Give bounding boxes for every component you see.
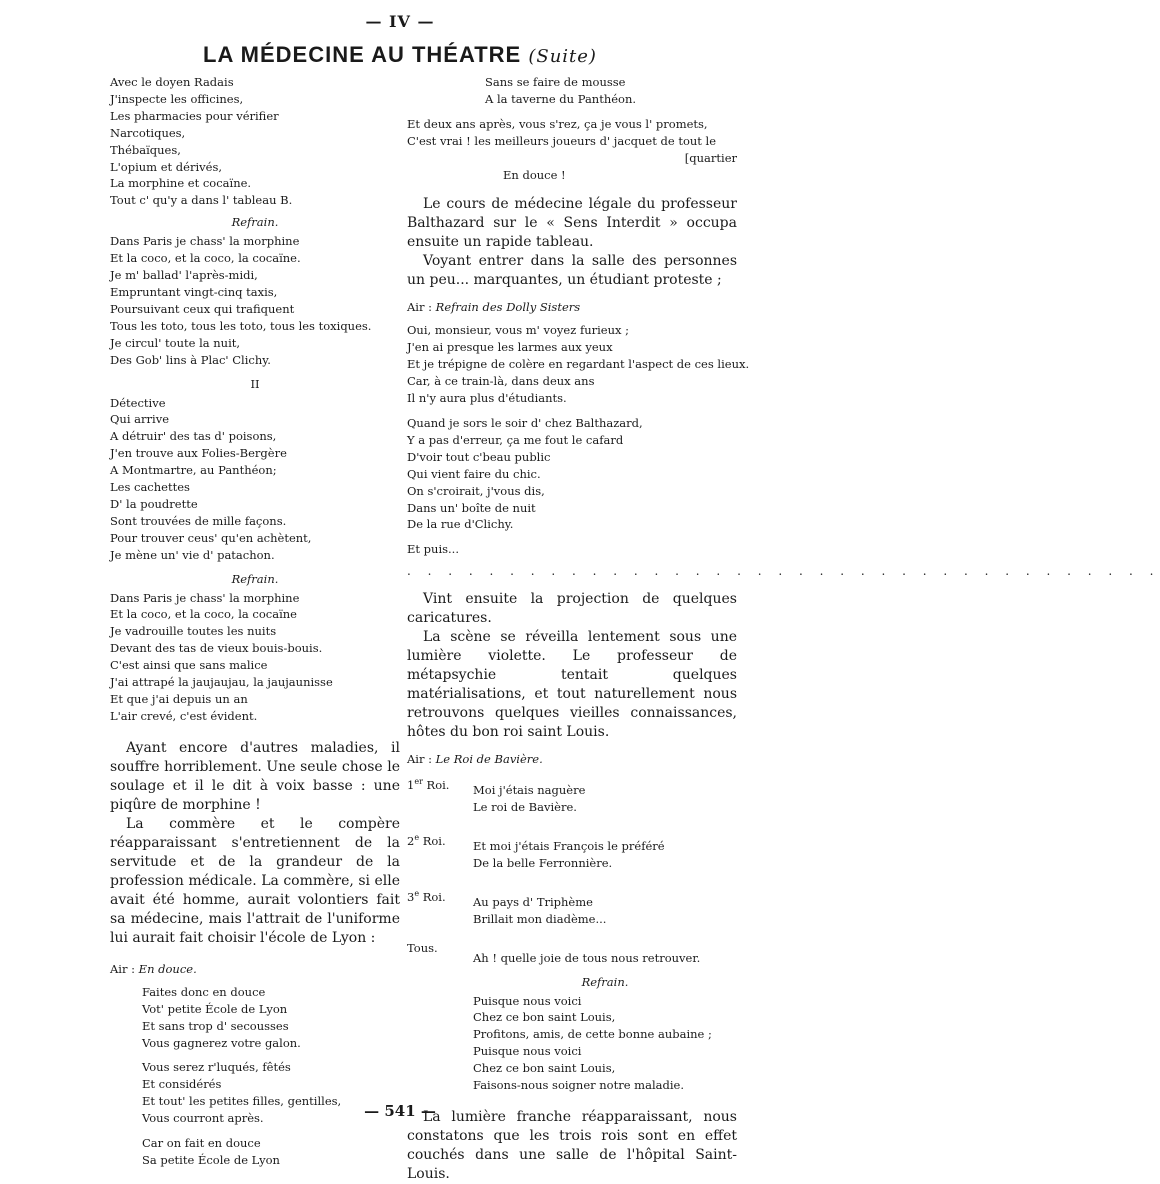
song-block [407, 415, 737, 533]
verse-line: On s'croirait, j'vous dis, [407, 483, 545, 498]
verse-line: L'air crevé, c'est évident. [110, 708, 258, 723]
verse-line: La morphine et cocaïne. [110, 176, 252, 191]
tous: Tous. Ah ! quelle joie de tous nous retrouver. [407, 940, 701, 965]
verse-line: Il n'y aura plus d'étudiants. [407, 391, 567, 406]
prose-paragraph: La lumière franche réapparaissant, nous constatons que les trois rois sont en effet couchés dans une salle de l'hôpital Saint-Louis. [407, 1109, 737, 1182]
verse-line: Thébaïques, [110, 142, 181, 157]
section-number: II [250, 376, 260, 391]
ellipsis-divider: . . . . . . . . . . . . . . . . . . . . . . . . . . . . . . . . . . . . . [407, 564, 1160, 579]
verse-line: L'opium et dérivés, [110, 159, 223, 174]
verse-line: Puisque nous voici [473, 1044, 582, 1059]
speaker-label: 1er Roi. [407, 777, 450, 793]
verse-line: Poursuivant ceux qui trafiquent [110, 301, 295, 316]
right-column [407, 74, 1160, 1184]
verse-line: Et la coco, et la coco, la cocaïne [110, 607, 297, 622]
verse-line: Détective [110, 395, 166, 410]
speaker-label: 3e Roi. [407, 888, 446, 904]
verse-line: Je m' ballad' l'après-midi, [110, 268, 258, 283]
song-block [110, 984, 400, 1052]
left-column [110, 74, 400, 1169]
title-suite: (Suite) [528, 46, 597, 67]
verse-line: Sa petite École de Lyon [142, 1152, 280, 1167]
air-label: Air : Le Roi de Bavière. [407, 752, 543, 767]
verse-line: Les cachettes [110, 480, 190, 495]
verse-line: Chez ce bon saint Louis, [473, 1010, 616, 1025]
refrain-block [110, 233, 400, 368]
verse-line: Les pharmacies pour vérifier [110, 108, 279, 123]
verse-line: Oui, monsieur, vous m' voyez furieux ; [407, 323, 630, 338]
verse-line: Au pays d' Triphème [473, 894, 593, 909]
verse-line: C'est vrai ! les meilleurs joueurs d' jacquet de tout le [407, 133, 717, 148]
prose-paragraph: La commère et le compère réapparaissant s'entretiennent de la servitude et de la grandeur de la profession médicale. La commère, si elle avait été homme, aurait volontiers fait sa médecine, mais l'attrait de l'uniforme lui aurait fait choisir l'école de Lyon : [110, 815, 400, 946]
verse-line: Chez ce bon saint Louis, [473, 1061, 616, 1076]
roi-3 [407, 886, 737, 928]
verse-line: Car on fait en douce [142, 1136, 261, 1151]
verse-line: Et la coco, et la coco, la cocaïne. [110, 251, 301, 266]
speaker-label: 2e Roi. [407, 833, 446, 848]
verse-line: Et je trépigne de colère en regardant l'aspect de ces lieux. [407, 357, 750, 372]
refrain-heading: Refrain. [581, 974, 629, 989]
verse-line: Car, à ce train-là, dans deux ans [407, 374, 595, 389]
verse-line: J'inspecte les officines, [110, 91, 244, 106]
verse-line: En douce ! [503, 167, 566, 182]
verse-line: Vous courront après. [142, 1111, 264, 1126]
verse-block [110, 74, 400, 209]
verse-line: Tous les toto, tous les toto, tous les toxiques. [110, 318, 372, 333]
verse-line: Dans Paris je chass' la morphine [110, 590, 300, 605]
verse-line: Je mène un' vie d' patachon. [110, 547, 275, 562]
refrain-block [407, 993, 737, 1094]
song-block [110, 1135, 400, 1169]
verse-line: Et tout' les petites filles, gentilles, [142, 1094, 342, 1109]
verse-line: D' la poudrette [110, 496, 198, 511]
verse-line: Je circul' toute la nuit, [110, 335, 241, 350]
page-roman-numeral: — IV — [365, 12, 435, 31]
verse-line: J'en trouve aux Folies-Bergère [110, 446, 287, 461]
verse-block [110, 395, 400, 564]
prose-paragraph: Vint ensuite la projection de quelques caricatures. [407, 591, 737, 627]
verse-line: Pour trouver ceus' qu'en achètent, [110, 530, 312, 545]
verse-line: Devant des tas de vieux bouis-bouis. [110, 641, 323, 656]
verse-line: Et moi j'étais François le préféré [473, 839, 665, 854]
verse-line: A Montmartre, au Panthéon; [110, 463, 277, 478]
air-label: Air : Refrain des Dolly Sisters [407, 300, 581, 315]
verse-line: A détruir' des tas d' poisons, [110, 429, 277, 444]
speaker-label: Tous. [407, 940, 438, 955]
prose-paragraph: Le cours de médecine légale du professeur Balthazard sur le « Sens Interdit » occupa ensuite un rapide tableau. [407, 196, 737, 251]
verse-line: Et sans trop d' secousses [142, 1018, 289, 1033]
verse-line: Je vadrouille toutes les nuits [110, 624, 277, 639]
verse-line: J'en ai presque les larmes aux yeux [407, 340, 613, 355]
verse-line: Dans un' boîte de nuit [407, 500, 536, 515]
verse-line: Qui arrive [110, 412, 169, 427]
verse-line: De la rue d'Clichy. [407, 517, 514, 532]
verse-line: [quartier [684, 150, 737, 165]
air-label: Air : En douce. [110, 961, 197, 976]
verse-line: Faisons-nous soigner notre maladie. [473, 1078, 684, 1093]
refrain-heading: Refrain. [231, 215, 279, 230]
verse-line: Vous serez r'luqués, fêtés [142, 1060, 291, 1075]
verse-line: Des Gob' lins à Plac' Clichy. [110, 352, 271, 367]
prose-paragraph: Ayant encore d'autres maladies, il souffre horriblement. Une seule chose le soulage et il le dit à voix basse : une piqûre de morphine ! [110, 739, 400, 813]
verse-line: Empruntant vingt-cinq taxis, [110, 284, 278, 299]
verse-line: Tout c' qu'y a dans l' tableau B. [110, 193, 293, 208]
verse-block [407, 116, 737, 150]
prose-paragraph: Voyant entrer dans la salle des personnes un peu... marquantes, un étudiant proteste ; [407, 253, 737, 289]
verse-line: Et considérés [142, 1077, 222, 1092]
verse-line: Qui vient faire du chic. [407, 466, 541, 481]
verse-line: Le roi de Bavière. [473, 800, 577, 815]
roi-2 [407, 830, 737, 872]
page-number: — 541 — [364, 1102, 436, 1120]
verse-line: Faites donc en douce [142, 984, 266, 999]
title-text: LA MÉDECINE AU THÉATRE [203, 42, 522, 67]
verse-block [407, 74, 737, 108]
page-title [0, 42, 800, 68]
verse-line: Et que j'ai depuis un an [110, 692, 248, 706]
verse-line: D'voir tout c'beau public [407, 449, 551, 464]
verse-line: J'ai attrapé la jaujaujau, la jaujaunisse [110, 675, 333, 690]
verse-line: Vous gagnerez votre galon. [142, 1035, 301, 1050]
verse-line: Brillait mon diadème... [473, 911, 607, 926]
verse-line: Y a pas d'erreur, ça me fout le cafard [407, 432, 624, 447]
refrain-block [110, 590, 400, 725]
verse-line: Vot' petite École de Lyon [142, 1001, 288, 1016]
verse-line: De la belle Ferronnière. [473, 855, 613, 870]
song-block [407, 322, 750, 407]
verse-line: C'est ainsi que sans malice [110, 658, 268, 673]
verse-line: Moi j'étais naguère [473, 783, 586, 798]
verse-line: Avec le doyen Radais [110, 75, 234, 89]
verse-line: Et deux ans après, vous s'rez, ça je vous l' promets, [407, 116, 708, 131]
verse-line: Sont trouvées de mille façons. [110, 513, 287, 528]
prose-paragraph: La scène se réveilla lentement sous une lumière violette. Le professeur de métapsychie tentait quelques matérialisations, et tout naturellement nous retrouvons quelques vieilles connaissances, hôtes du bon roi saint Louis. [407, 629, 737, 741]
roi-1 [407, 774, 737, 816]
verse-line: Sans se faire de mousse [485, 75, 626, 89]
verse-line: Puisque nous voici [473, 993, 582, 1008]
verse-line: Narcotiques, [110, 125, 186, 140]
refrain-heading: Refrain. [231, 571, 279, 586]
verse-line: A la taverne du Panthéon. [485, 91, 637, 106]
verse-line: Profitons, amis, de cette bonne aubaine ; [473, 1027, 712, 1042]
verse-line: Dans Paris je chass' la morphine [110, 234, 300, 249]
song-end: Et puis... [407, 542, 459, 557]
verse-line: Quand je sors le soir d' chez Balthazard, [407, 415, 643, 430]
